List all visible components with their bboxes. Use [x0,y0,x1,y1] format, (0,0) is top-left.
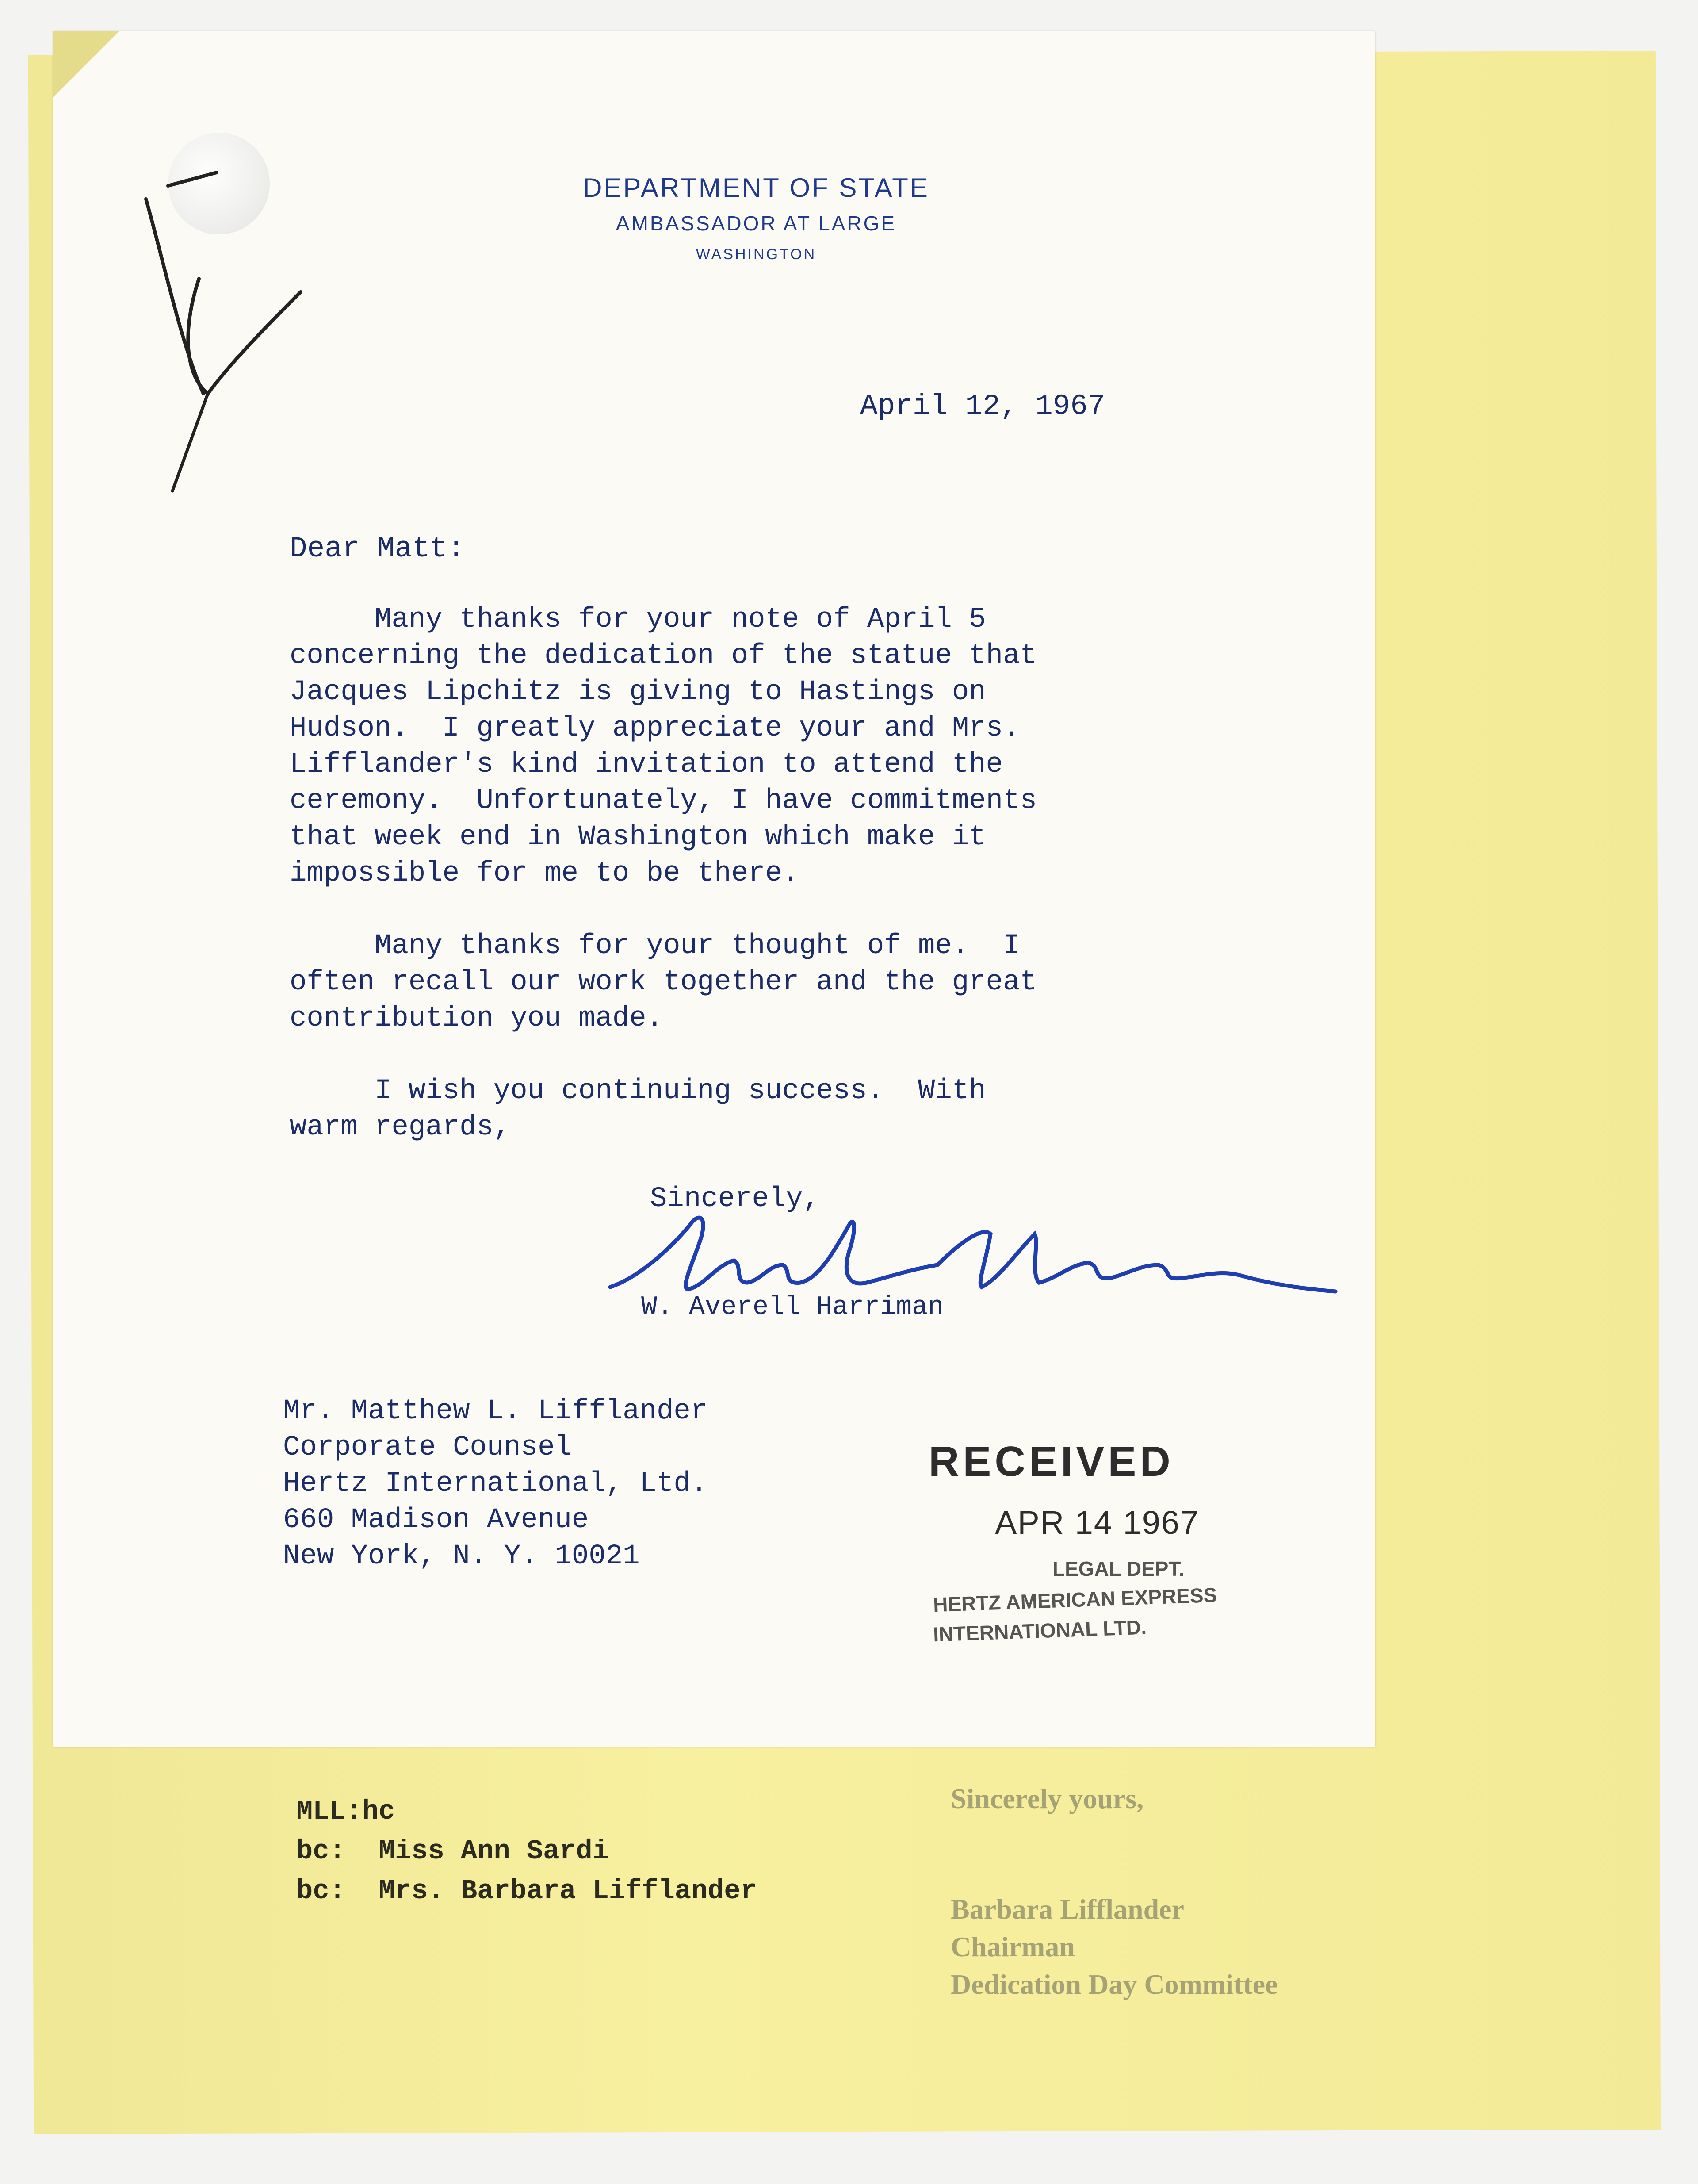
received-stamp-company: HERTZ AMERICAN EXPRESS [933,1583,1218,1617]
recipient-address [283,1393,708,1575]
carbon-committee: Dedication Day Committee [951,1969,1278,2000]
letterhead-city: WASHINGTON [696,246,817,263]
carbon-signer-name: Barbara Lifflander [951,1893,1184,1925]
body-line: impossible for me to be there. [290,858,799,889]
received-stamp-company-2: INTERNATIONAL LTD. [933,1615,1147,1646]
carbon-closing: Sincerely yours, [951,1783,1144,1814]
body-line: concerning the dedication of the statue that [290,640,1037,672]
letterhead-department: DEPARTMENT OF STATE [583,173,929,203]
closing: Sincerely, [650,1183,820,1215]
letterhead-title: AMBASSADOR AT LARGE [616,212,897,235]
body-line [290,1037,1037,1073]
folded-corner [53,31,119,97]
body-line: Many thanks for your note of April 5 [290,604,986,636]
body-line: warm regards, [290,1111,511,1143]
recipient-company: Hertz International, Ltd. [283,1468,708,1500]
recipient-title: Corporate Counsel [283,1432,572,1464]
recipient-street: 660 Madison Avenue [283,1504,589,1536]
body-line: Lifflander's kind invitation to attend the [290,749,1003,781]
body-line: often recall our work together and the great [290,966,1037,998]
body-line [290,892,1037,928]
carbon-bc-1: bc: Miss Ann Sardi [296,1835,609,1867]
body-line: Jacques Lipchitz is giving to Hastings on [290,676,986,708]
letter-body [290,602,1037,1146]
body-line: contribution you made. [290,1003,663,1035]
body-line: that week end in Washington which make it [290,821,986,853]
received-stamp-word: RECEIVED [929,1438,1174,1485]
carbon-bc-2: bc: Mrs. Barbara Lifflander [296,1875,757,1907]
received-stamp-dept: LEGAL DEPT. [1052,1557,1185,1580]
carbon-signer-title: Chairman [951,1931,1075,1962]
salutation: Dear Matt: [290,532,465,565]
letter-date: April 12, 1967 [860,390,1105,423]
recipient-name: Mr. Matthew L. Lifflander [283,1395,708,1427]
body-line: ceremony. Unfortunately, I have commitments [290,785,1037,817]
body-line: Many thanks for your thought of me. I [290,930,1020,962]
body-line: I wish you continuing success. With [290,1075,986,1107]
pencil-check-mark [133,146,318,509]
recipient-city: New York, N. Y. 10021 [283,1540,640,1572]
carbon-initials: MLL:hc [296,1796,395,1827]
body-line: Hudson. I greatly appreciate your and Mrs. [290,713,1020,744]
signer-name: W. Averell Harriman [641,1292,944,1322]
received-stamp-date: APR 14 1967 [995,1504,1200,1541]
